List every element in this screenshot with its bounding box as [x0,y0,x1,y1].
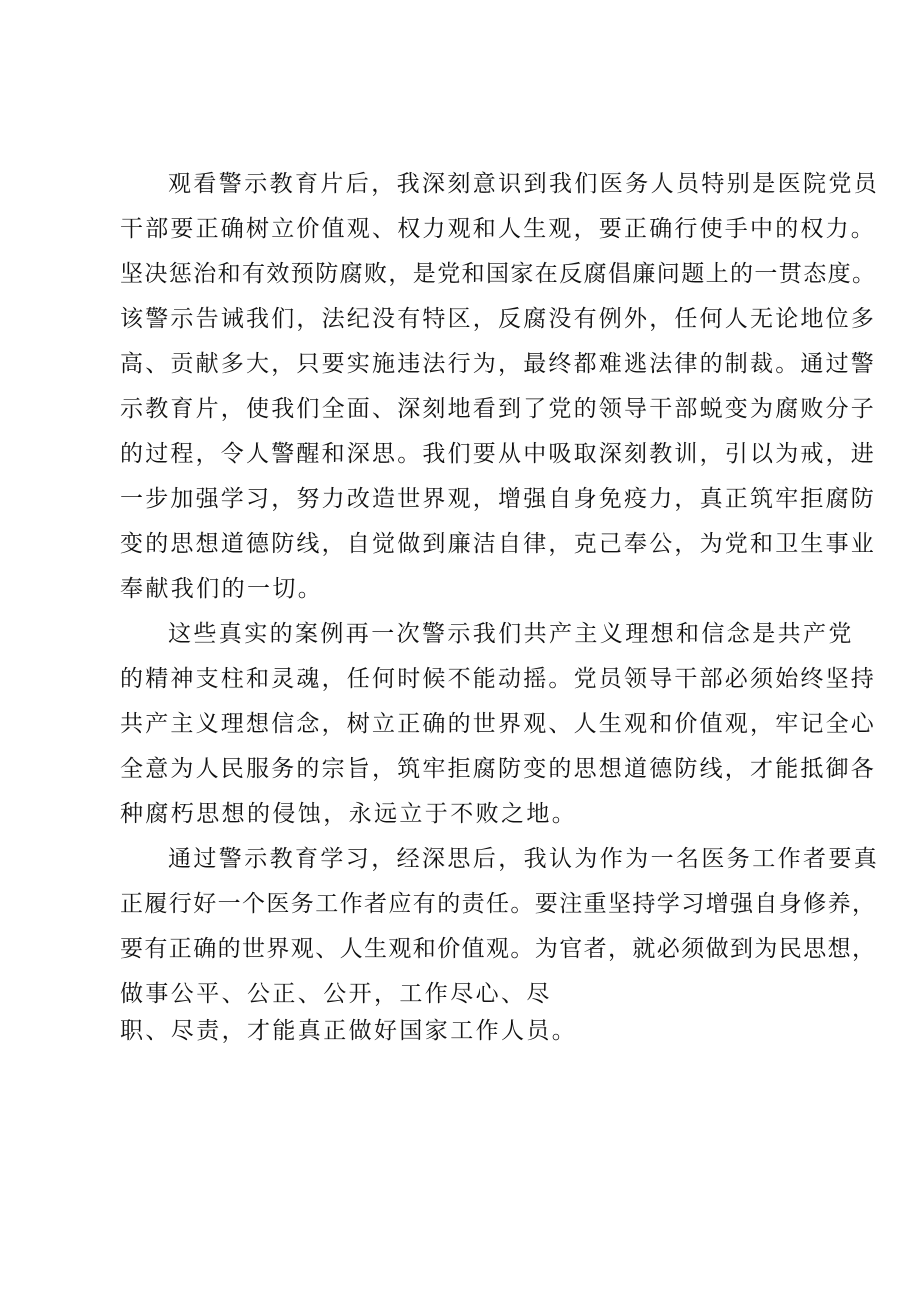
paragraph-3-line-3: 要有正确的世界观、人生观和价值观。为官者，就必须做到为民思想， [120,936,877,962]
paragraph-2-line-2: 的精神支柱和灵魂，任何时候不能动摇。党员领导干部必须始终坚持 [120,666,876,692]
paragraph-2-line-3: 共产主义理想信念，树立正确的世界观、人生观和价值观，牢记全心 [120,711,876,737]
paragraph-1-line-7: 的过程，令人警醒和深思。我们要从中吸取深刻教训，引以为戒，进 [120,441,876,467]
paragraph-1-line-6: 示教育片，使我们全面、深刻地看到了党的领导干部蜕变为腐败分子 [120,396,876,422]
paragraph-1-line-3: 坚决惩治和有效预防腐败，是党和国家在反腐倡廉问题上的一贯态度。 [120,261,877,287]
paragraph-2-line-4: 全意为人民服务的宗旨，筑牢拒腐防变的思想道德防线，才能抵御各 [120,756,876,782]
paragraph-1-line-1: 观看警示教育片后，我深刻意识到我们医务人员特别是医院党员 [168,171,880,197]
paragraph-1-line-8: 一步加强学习，努力改造世界观，增强自身免疫力，真正筑牢拒腐防 [120,486,876,512]
paragraph-2-line-1: 这些真实的案例再一次警示我们共产主义理想和信念是共产党 [168,621,854,647]
paragraph-3-line-4: 做事公平、公正、公开，工作尽心、尽 [120,981,552,1007]
paragraph-1-line-10: 奉献我们的一切。 [120,576,324,602]
paragraph-2-line-5: 种腐朽思想的侵蚀，永远立于不败之地。 [120,801,578,827]
paragraph-3-line-2: 正履行好一个医务工作者应有的责任。要注重坚持学习增强自身修养， [120,891,877,917]
paragraph-3-line-5: 职、尽责，才能真正做好国家工作人员。 [120,1018,578,1044]
paragraph-3-line-1: 通过警示教育学习，经深思后，我认为作为一名医务工作者要真 [168,846,880,872]
paragraph-1-line-5: 高、贡献多大，只要实施违法行为，最终都难逃法律的制裁。通过警 [120,351,876,377]
paragraph-1-line-4: 该警示告诫我们，法纪没有特区，反腐没有例外，任何人无论地位多 [120,306,876,332]
paragraph-1-line-9: 变的思想道德防线，自觉做到廉洁自律，克己奉公，为党和卫生事业 [120,531,876,557]
paragraph-1-line-2: 干部要正确树立价值观、权力观和人生观，要正确行使手中的权力。 [120,216,876,242]
